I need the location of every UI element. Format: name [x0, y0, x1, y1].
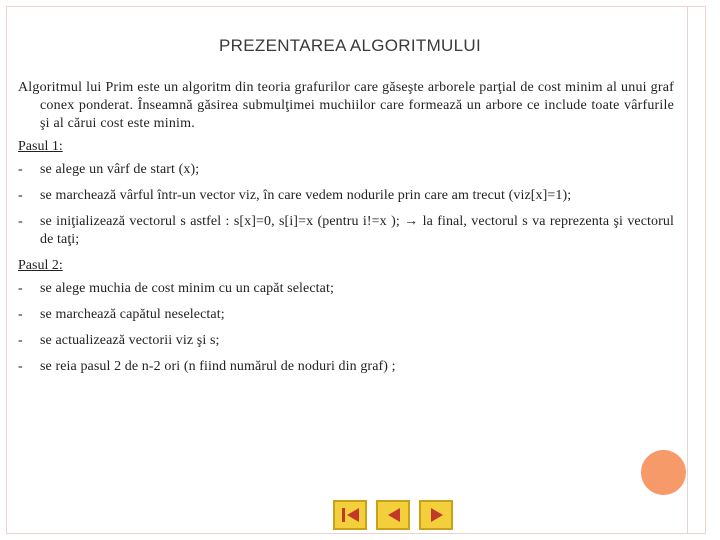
previous-slide-icon — [382, 505, 406, 525]
list-item — [18, 161, 674, 179]
list-item — [18, 280, 674, 298]
previous-slide-button[interactable] — [376, 500, 410, 530]
next-slide-icon — [425, 505, 449, 525]
list-item — [18, 358, 674, 376]
first-slide-icon — [339, 505, 363, 525]
list-item — [18, 187, 674, 205]
list-item-text: se marchează capătul neselectat; — [40, 307, 225, 322]
bullet-dash: - — [18, 307, 23, 322]
slide-rail — [687, 6, 688, 534]
decorative-circle — [641, 450, 686, 495]
intro-paragraph: Algoritmul lui Prim este un algoritm din teoria grafurilor care găseşte arborele parţial de cost minim al unui graf conex ponderat. Înseamnă găsirea submulţimei muchiilor care formează un arbore ce include toate vârfurile şi al cărui cost este minim. — [18, 80, 674, 131]
next-slide-button[interactable] — [419, 500, 453, 530]
bullet-dash: - — [18, 333, 23, 348]
list-item-text: se marchează vârful într-un vector viz, în care vedem nodurile prin care am trecut (viz[x]=1); — [40, 188, 572, 203]
slide-content — [18, 79, 674, 384]
bullet-dash: - — [18, 359, 23, 374]
bullet-dash: - — [18, 188, 23, 203]
list-item — [18, 306, 674, 324]
step-2-heading: Pasul 2: — [18, 258, 63, 273]
list-item-text: se actualizează vectorii viz şi s; — [40, 333, 220, 348]
list-item-text: se reia pasul 2 de n-2 ori (n fiind numărul de noduri din graf) ; — [40, 359, 396, 374]
list-item-text: se alege un vârf de start (x); — [40, 162, 200, 177]
list-item-text: se alege muchia de cost minim cu un capăt selectat; — [40, 281, 334, 296]
list-item — [18, 332, 674, 350]
slide-title: PREZENTAREA ALGORITMULUI — [219, 36, 481, 55]
bullet-dash: - — [18, 162, 23, 177]
bullet-dash: - — [18, 281, 23, 296]
slide-navigation — [333, 500, 462, 530]
list-item — [18, 213, 674, 249]
list-item-text: se iniţializează vectorul s astfel : s[x]=0, s[i]=x (pentru i!=x ); → la final, vectorul s va reprezenta şi vectorul de taţi; — [40, 214, 674, 247]
step-1-heading: Pasul 1: — [18, 139, 63, 154]
bullet-dash: - — [18, 214, 23, 229]
first-slide-button[interactable] — [333, 500, 367, 530]
